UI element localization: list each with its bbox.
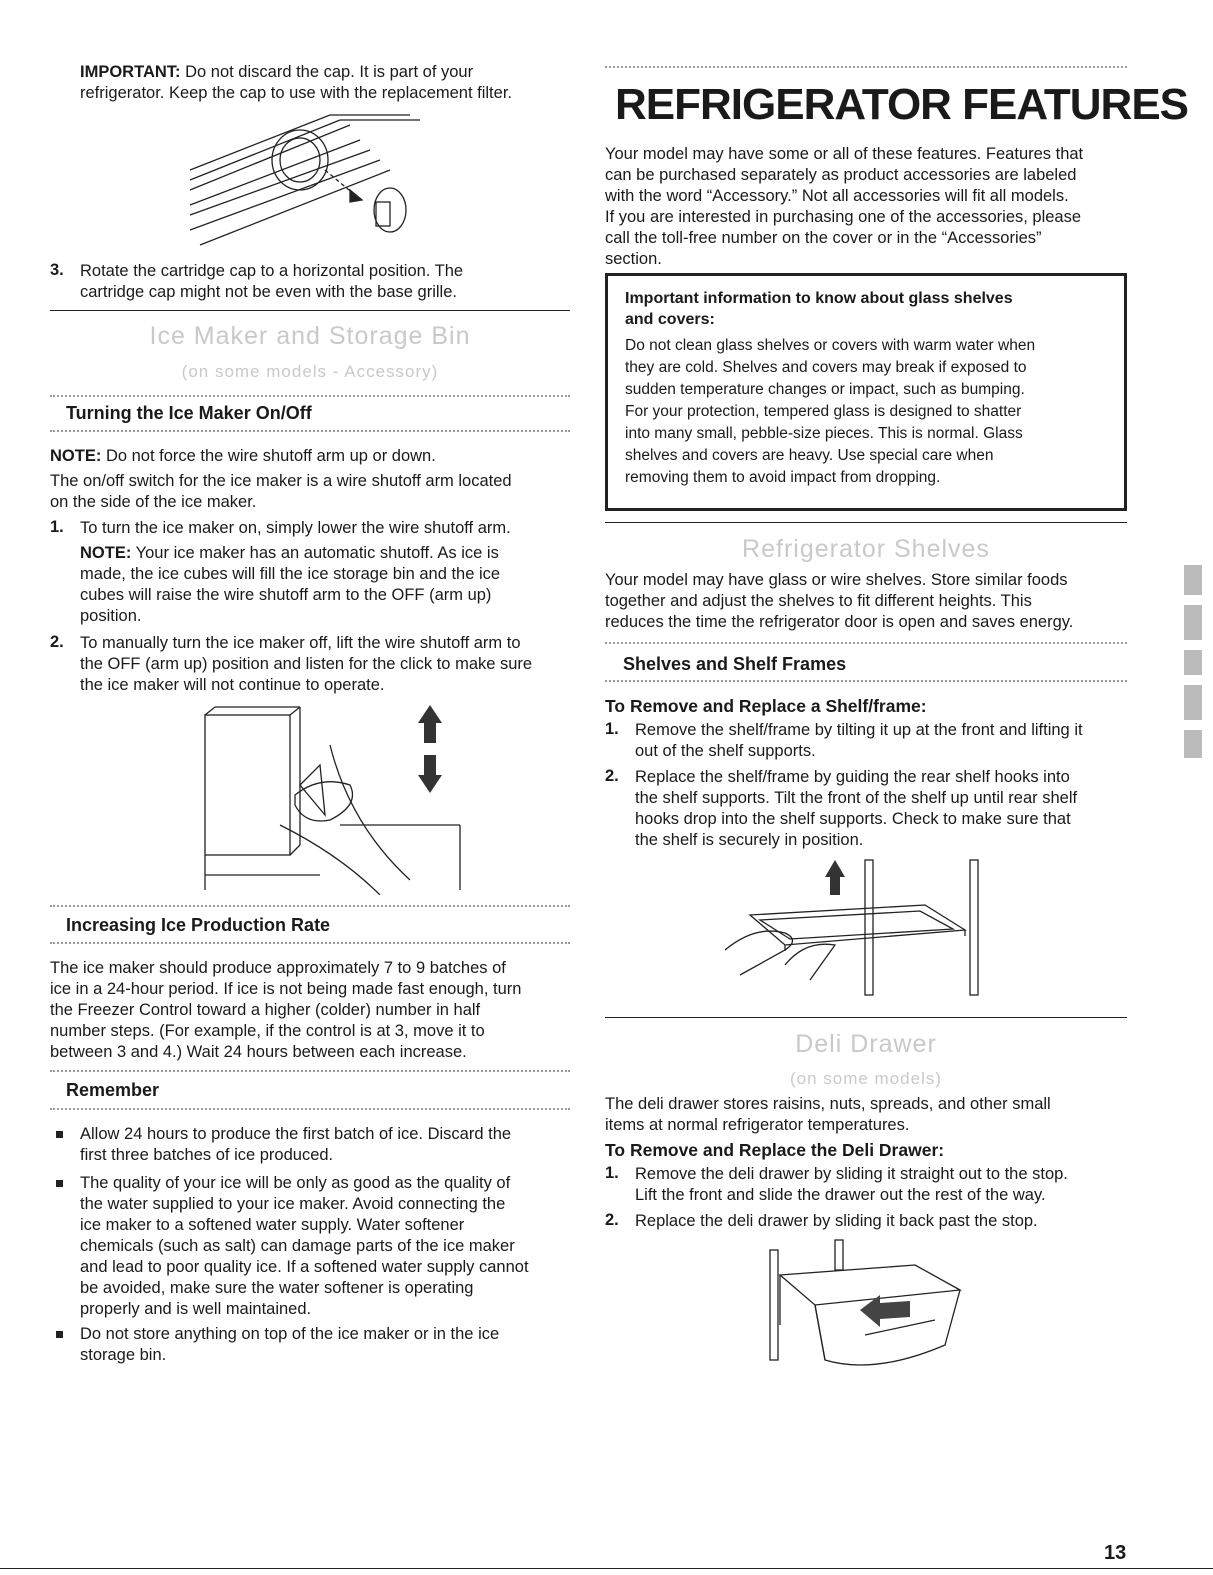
bullet-1-text-line2: first three batches of ice produced. — [80, 1146, 334, 1164]
step-3-number: 3. — [50, 261, 64, 279]
deli-drawer-illustration — [765, 1235, 965, 1385]
shelf-step-2-text-line2: the shelf supports. Tilt the front of the shelf up until rear shelf — [635, 789, 1078, 807]
glass-shelves-warning-box — [605, 273, 1127, 511]
deli-step-2-text: Replace the deli drawer by sliding it back past the stop. — [635, 1212, 1038, 1230]
increasing-paragraph-line2: ice in a 24-hour period. If ice is not being made fast enough, turn — [50, 980, 522, 998]
deli-step-1-number: 1. — [605, 1164, 619, 1182]
page-number: 13 — [1104, 1542, 1127, 1564]
bullet-3-text-line2: storage bin. — [80, 1346, 167, 1364]
deli-step-2-number: 2. — [605, 1211, 619, 1229]
bullet-icon — [56, 1131, 63, 1138]
deli-drawer-section-subtitle: (on some models) — [789, 1069, 943, 1088]
increasing-paragraph-line5: between 3 and 4.) Wait 24 hours between each increase. — [50, 1043, 467, 1061]
bullet-icon — [56, 1331, 63, 1338]
step-3-text-line2: cartridge cap might not be even with the base grille. — [80, 283, 457, 301]
item-2-text: To manually turn the ice maker off, lift the wire shutoff arm to — [80, 634, 521, 652]
side-tab-marker — [1180, 565, 1206, 760]
ice-maker-section-subtitle: (on some models - Accessory) — [181, 362, 439, 381]
increasing-ice-heading: Increasing Ice Production Rate — [66, 915, 331, 935]
section-divider — [605, 522, 1127, 523]
dotted-rule — [605, 66, 1127, 68]
shelves-section-title: Refrigerator Shelves — [742, 535, 990, 563]
increasing-paragraph: The ice maker should produce approximately 7 to 9 batches of — [50, 959, 506, 977]
bullet-2-text-line5: and lead to poor quality ice. If a softened water supply cannot — [80, 1258, 529, 1276]
shelf-step-2-text-line4: the shelf is securely in position. — [635, 831, 864, 849]
section-divider — [50, 310, 570, 311]
shelf-step-1-text-line2: out of the shelf supports. — [635, 742, 816, 760]
onoff-paragraph-line2: on the side of the ice maker. — [50, 493, 257, 511]
shelves-paragraph: Your model may have glass or wire shelves. Store similar foods — [605, 571, 1068, 589]
shelf-step-1-text: Remove the shelf/frame by tilting it up at the front and lifting it — [635, 721, 1083, 739]
shelves-paragraph-line3: reduces the time the refrigerator door is open and saves energy. — [605, 613, 1074, 631]
item-2-text-line2: the OFF (arm up) position and listen for the click to make sure — [80, 655, 533, 673]
bullet-2-text-line4: chemicals (such as salt) can damage parts of the ice maker — [80, 1237, 515, 1255]
onoff-paragraph: The on/off switch for the ice maker is a wire shutoff arm located — [50, 472, 512, 490]
bullet-2-text: The quality of your ice will be only as good as the quality of — [80, 1174, 511, 1192]
shelf-step-2-number: 2. — [605, 767, 619, 785]
shelf-step-2-text: Replace the shelf/frame by guiding the rear shelf hooks into — [635, 768, 1070, 786]
dotted-rule — [50, 395, 570, 397]
bullet-icon — [56, 1180, 63, 1187]
dotted-rule — [605, 642, 1127, 644]
page-bottom-rule — [0, 1568, 1213, 1569]
intro-paragraph: Your model may have some or all of these features. Features that — [605, 145, 1084, 163]
item-1-note-line2: made, the ice cubes will fill the ice storage bin and the ice — [80, 565, 501, 583]
warning-text-line4: For your protection, tempered glass is designed to shatter — [625, 403, 1022, 420]
section-divider — [605, 1017, 1127, 1018]
note-force-arm: NOTE: Do not force the wire shutoff arm up or down. — [50, 447, 436, 465]
warning-text-line5: into many small, pebble-size pieces. This is normal. Glass — [625, 425, 1023, 442]
warning-text-line2: they are cold. Shelves and covers may break if exposed to — [625, 359, 1027, 376]
item-2-number: 2. — [50, 633, 64, 651]
intro-paragraph-line3: with the word “Accessory.” Not all accessories will fit all models. — [605, 187, 1069, 205]
remember-heading: Remember — [66, 1080, 160, 1100]
warning-text-line6: shelves and covers are heavy. Use special care when — [625, 447, 994, 464]
deli-paragraph-line2: items at normal refrigerator temperatures. — [605, 1116, 910, 1134]
item-2-text-line3: the ice maker will not continue to operate. — [80, 676, 385, 694]
bullet-1-text: Allow 24 hours to produce the first batch of ice. Discard the — [80, 1125, 512, 1143]
increasing-paragraph-line3: the Freezer Control toward a higher (colder) number in half — [50, 1001, 481, 1019]
warning-text-line3: sudden temperature changes or impact, such as bumping. — [625, 381, 1025, 398]
bullet-3-text: Do not store anything on top of the ice maker or in the ice — [80, 1325, 500, 1343]
dotted-rule — [605, 680, 1127, 682]
ice-maker-section-title: Ice Maker and Storage Bin — [149, 322, 471, 350]
shelf-step-2-text-line3: hooks drop into the shelf supports. Check to make sure that — [635, 810, 1071, 828]
remove-shelf-heading: To Remove and Replace a Shelf/frame: — [605, 696, 927, 716]
dotted-rule — [50, 430, 570, 432]
page-title: REFRIGERATOR FEATURES — [615, 80, 1189, 129]
item-1-note-line4: position. — [80, 607, 142, 625]
step-3-text: Rotate the cartridge cap to a horizontal position. The — [80, 262, 464, 280]
filter-cap-illustration — [180, 110, 440, 250]
important-note-line2: refrigerator. Keep the cap to use with the replacement filter. — [80, 84, 512, 102]
deli-remove-heading: To Remove and Replace the Deli Drawer: — [605, 1140, 945, 1160]
dotted-rule — [50, 1108, 570, 1110]
deli-step-1-text-line2: Lift the front and slide the drawer out the rest of the way. — [635, 1186, 1046, 1204]
bullet-2-text-line7: properly and is well maintained. — [80, 1300, 312, 1318]
intro-paragraph-line4: If you are interested in purchasing one of the accessories, please — [605, 208, 1082, 226]
deli-step-1-text: Remove the deli drawer by sliding it straight out to the stop. — [635, 1165, 1068, 1183]
increasing-paragraph-line4: number steps. (For example, if the control is at 3, move it to — [50, 1022, 485, 1040]
bullet-2-text-line6: be avoided, make sure the water softener is operating — [80, 1279, 474, 1297]
dotted-rule — [50, 1070, 570, 1072]
item-1-note: NOTE: Your ice maker has an automatic shutoff. As ice is — [80, 544, 499, 562]
important-note: IMPORTANT: Do not discard the cap. It is part of your — [80, 63, 474, 81]
item-1-text: To turn the ice maker on, simply lower the wire shutoff arm. — [80, 519, 511, 537]
warning-text-line7: removing them to avoid impact from dropping. — [625, 469, 941, 486]
deli-paragraph: The deli drawer stores raisins, nuts, spreads, and other small — [605, 1095, 1051, 1113]
bullet-2-text-line3: ice maker to a softened water supply. Water softener — [80, 1216, 465, 1234]
turning-ice-maker-heading: Turning the Ice Maker On/Off — [66, 403, 312, 423]
warning-text: Do not clean glass shelves or covers with warm water when — [625, 337, 1036, 354]
intro-paragraph-line2: can be purchased separately as product accessories are labeled — [605, 166, 1077, 184]
item-1-note-line3: cubes will raise the wire shutoff arm to the OFF (arm up) — [80, 586, 492, 604]
shelf-removal-illustration — [725, 855, 1015, 1000]
intro-paragraph-line5: call the toll-free number on the cover or in the “Accessories” — [605, 229, 1042, 247]
item-1-number: 1. — [50, 518, 64, 536]
bullet-2-text-line2: the water supplied to your ice maker. Avoid connecting the — [80, 1195, 506, 1213]
dotted-rule — [50, 905, 570, 907]
deli-drawer-section-title: Deli Drawer — [795, 1030, 937, 1058]
shelf-step-1-number: 1. — [605, 720, 619, 738]
dotted-rule — [50, 942, 570, 944]
shelves-paragraph-line2: together and adjust the shelves to fit different heights. This — [605, 592, 1032, 610]
warning-heading-line2: and covers: — [625, 311, 715, 328]
intro-paragraph-line6: section. — [605, 250, 662, 268]
shelf-frames-heading: Shelves and Shelf Frames — [623, 654, 847, 674]
ice-maker-arm-illustration — [200, 705, 480, 895]
warning-heading: Important information to know about glass shelves — [625, 290, 1013, 307]
